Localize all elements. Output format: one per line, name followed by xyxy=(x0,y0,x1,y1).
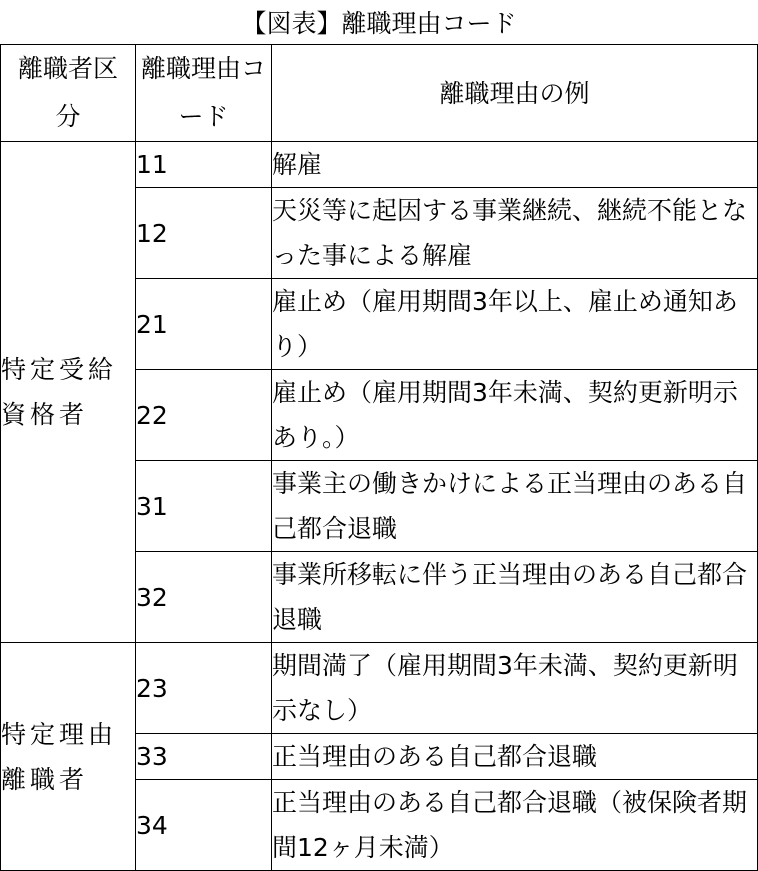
reason-cell: 天災等に起因する事業継続、継続不能となった事による解雇 xyxy=(272,188,758,279)
code-cell: 23 xyxy=(136,643,272,734)
separation-reason-code-table xyxy=(0,44,758,871)
table-row xyxy=(1,142,758,188)
code-cell: 21 xyxy=(136,279,272,370)
reason-cell: 事業主の働きかけによる正当理由のある自己都合退職 xyxy=(272,461,758,552)
reason-cell: 事業所移転に伴う正当理由のある自己都合退職 xyxy=(272,552,758,643)
code-cell: 12 xyxy=(136,188,272,279)
category-cell: 特定理由離職者 xyxy=(1,643,136,871)
code-cell: 34 xyxy=(136,780,272,871)
reason-cell: 正当理由のある自己都合退職 xyxy=(272,734,758,780)
category-cell: 特定受給資格者 xyxy=(1,142,136,643)
code-cell: 22 xyxy=(136,370,272,461)
header-reason: 離職理由の例 xyxy=(272,45,758,142)
reason-cell: 解雇 xyxy=(272,142,758,188)
code-cell: 31 xyxy=(136,461,272,552)
reason-cell: 雇止め（雇用期間3年以上、雇止め通知あり） xyxy=(272,279,758,370)
reason-cell: 雇止め（雇用期間3年未満、契約更新明示あり。） xyxy=(272,370,758,461)
reason-cell: 正当理由のある自己都合退職（被保険者期間12ヶ月未満） xyxy=(272,780,758,871)
header-code: 離職理由コード xyxy=(136,45,272,142)
figure-title: 【図表】離職理由コード xyxy=(241,9,517,38)
header-category: 離職者区分 xyxy=(1,45,136,142)
code-cell: 33 xyxy=(136,734,272,780)
code-cell: 32 xyxy=(136,552,272,643)
code-cell: 11 xyxy=(136,142,272,188)
table-header-row xyxy=(1,45,758,142)
table-row xyxy=(1,643,758,734)
reason-cell: 期間満了（雇用期間3年未満、契約更新明示なし） xyxy=(272,643,758,734)
